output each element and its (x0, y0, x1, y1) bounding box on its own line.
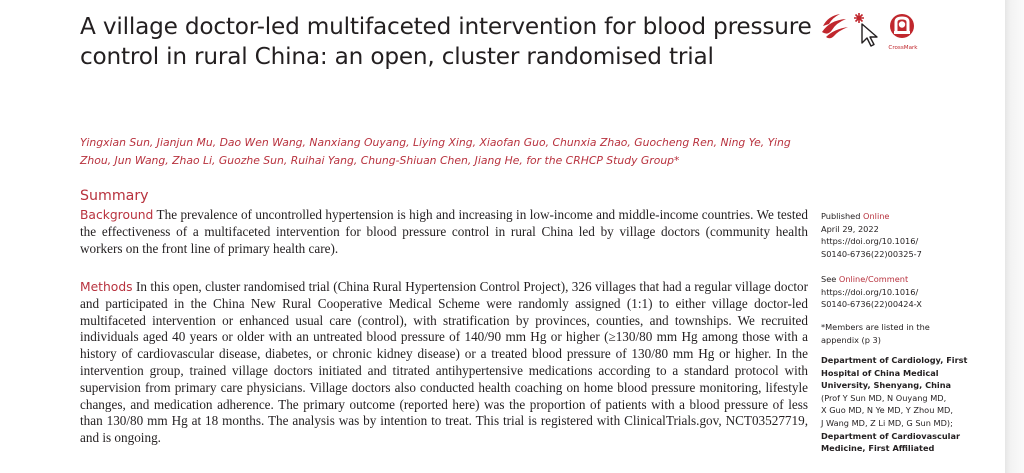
methods-text: In this open, cluster randomised trial (China Rural Hypertension Control Project), 326 villages that had a regular village doctor and participated in the China New Rural Cooperative Medical Scheme were randomly assigned (1:1) to either village doctor-led multifaceted intervention or enhanced usual care (control), with stratification by provinces, counties, and townships. We recruited individuals aged 40 years or older with an untreated blood pressure of 140/90 mm Hg or higher (≥130/80 mm Hg among those with a history of cardiovascular disease, diabetes, or chronic kidney disease) or a treated blood pressure of 130/80 mm Hg or higher. In the intervention group, trained village doctors initiated and titrated antihypertensive medications according to a standard protocol with supervision from primary care physicians. Village doctors also conducted health coaching on home blood pressure monitoring, lifestyle changes, and medication adherence. The primary outcome (reported here) was the proportion of patients with a blood pressure of less than 130/80 mm Hg at 18 months. The analysis was by intention to treat. This trial is registered with ClinicalTrials.gov, NCT03527719, and is ongoing. (80, 279, 808, 446)
affiliation-line: Department of Cardiology, First (821, 355, 968, 365)
background-text: The prevalence of uncontrolled hypertension is high and increasing in low-income and middle-income countries. We tested the effectiveness of a multifaceted intervention for blood pressure control in rural China led by village doctors (community health workers on the front line of primary health care). (80, 207, 808, 256)
lancet-logo-icon (820, 12, 850, 42)
background-label: Background (80, 208, 154, 222)
published-online-note (821, 210, 971, 260)
page-edge-shadow (1005, 0, 1024, 473)
see-online-heading: See Online/Comment (821, 274, 909, 284)
members-note-line: appendix (p 3) (821, 334, 881, 345)
affiliation-line: Department of Cardiovascular (821, 430, 961, 441)
affiliation-line: (Prof Y Sun MD, N Ouyang MD, (821, 392, 947, 403)
published-date: April 29, 2022 (821, 223, 879, 234)
affiliation-line: Medicine, First Affiliated (821, 443, 935, 454)
author-list: Yingxian Sun, Jianjun Mu, Dao Wen Wang, Nanxiang Ouyang, Liying Xing, Xiaofan Guo, Chunxia Zhao, Guocheng Ren, Ning Ye, Ying Zhou, Jun Wang, Zhao Li, Guozhe Sun, Ruihai Yang, Chung-Shiuan Chen, Jiang He, for the CRHCP Study Group* (80, 136, 791, 167)
background-paragraph (80, 207, 808, 257)
published-online-heading: Published Online (821, 211, 890, 221)
affiliation-line: Hospital of China Medical (821, 367, 939, 378)
affiliation-note (821, 354, 971, 455)
comment-doi-link[interactable]: https://doi.org/10.1016/ (821, 286, 919, 297)
affiliation-line: University, Shenyang, China (821, 380, 952, 391)
cursor-pointer-icon[interactable] (850, 12, 880, 48)
article-title: A village doctor-led multifaceted intervention for blood pressure control in rural China: an open, cluster randomised trial (80, 13, 812, 70)
crossmark-icon[interactable] (882, 12, 922, 46)
affiliation-line: X Guo MD, N Ye MD, Y Zhou MD, (821, 405, 953, 416)
affiliation-line: J Wang MD, Z Li MD, G Sun MD); (821, 417, 953, 428)
published-doi-suffix[interactable]: S0140-6736(22)00325-7 (821, 248, 922, 259)
members-note (821, 321, 971, 346)
header-logos (820, 12, 930, 58)
summary-heading: Summary (80, 188, 149, 204)
see-online-comment-note (821, 273, 971, 311)
comment-doi-suffix[interactable]: S0140-6736(22)00424-X (821, 299, 922, 310)
methods-label: Methods (80, 280, 133, 294)
published-doi-link[interactable]: https://doi.org/10.1016/ (821, 236, 919, 247)
methods-paragraph (80, 279, 808, 447)
members-note-line: *Members are listed in the (821, 322, 930, 332)
crossmark-label: CrossMark (888, 45, 918, 51)
